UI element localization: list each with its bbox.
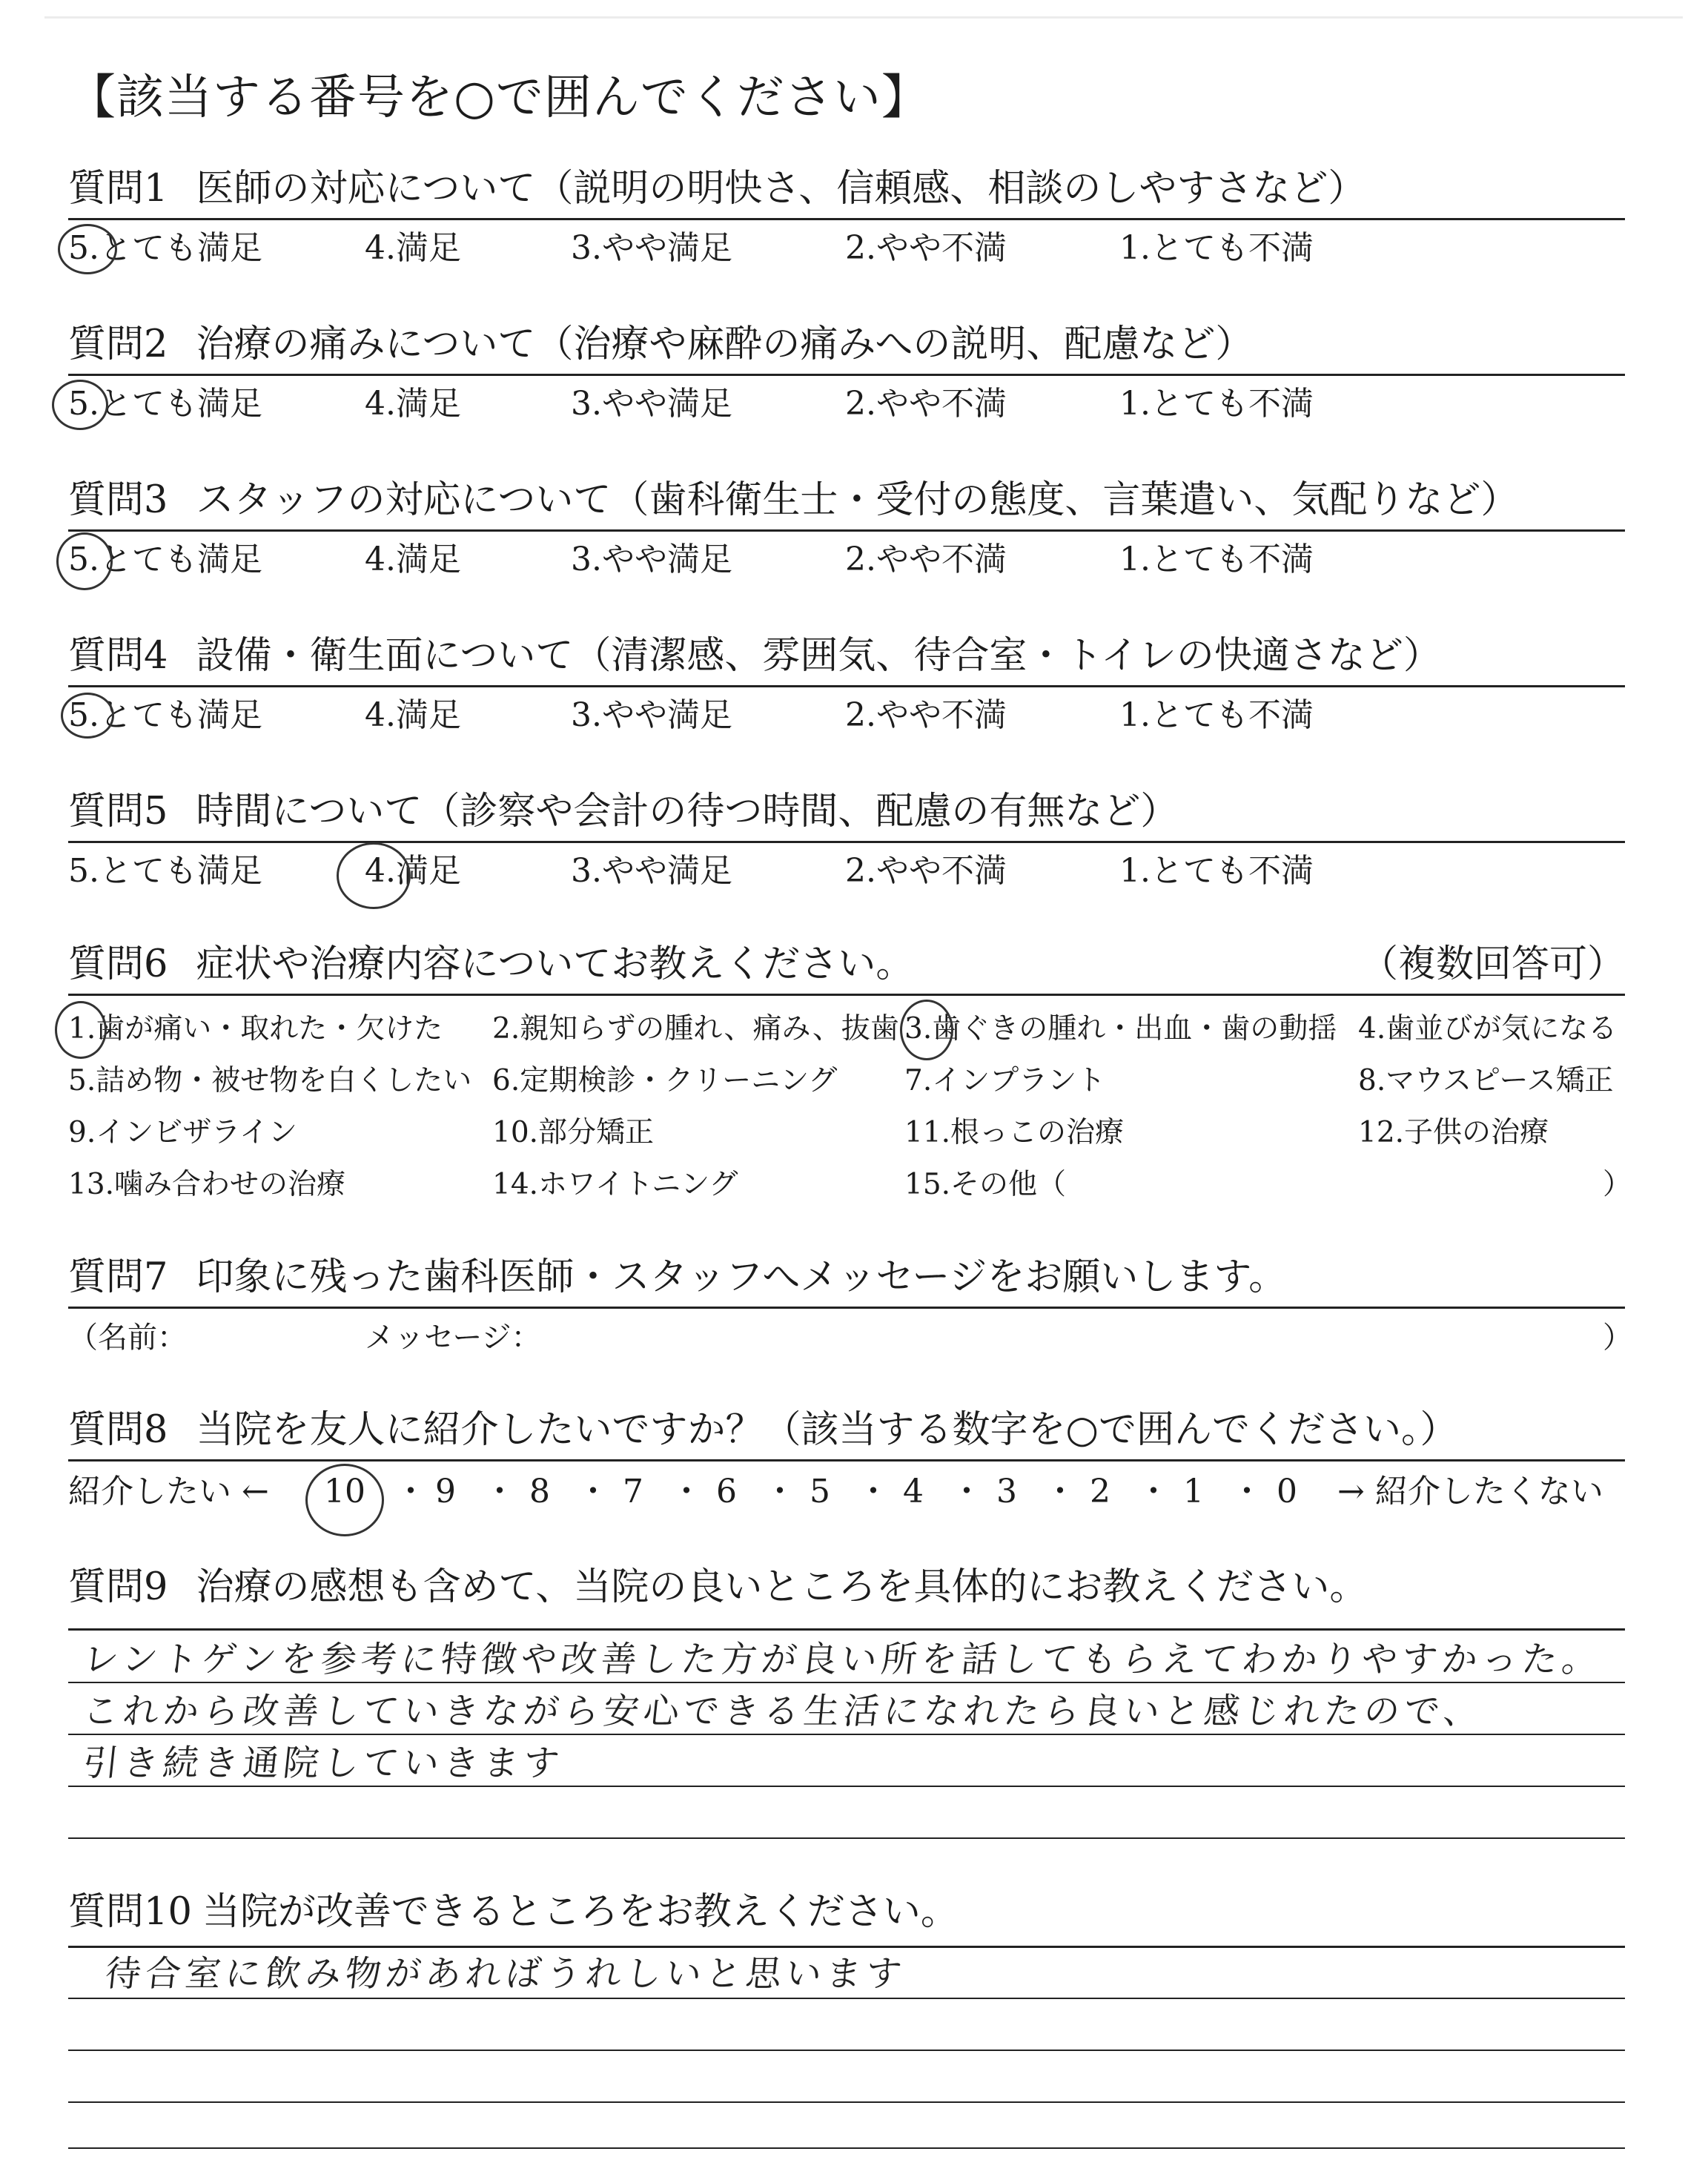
recommend-left-label: 紹介したい ←: [68, 1473, 269, 1510]
scale-separator: ・: [1044, 1473, 1076, 1510]
option-3[interactable]: 3.やや満足: [571, 385, 732, 423]
recommend-right-label: → 紹介したくない: [1337, 1473, 1603, 1510]
scale-value-2[interactable]: 2: [1090, 1473, 1110, 1510]
treatment-option-8[interactable]: 8.マウスピース矯正: [1358, 1064, 1614, 1097]
option-1[interactable]: 1.とても不満: [1119, 229, 1314, 267]
scale-value-5[interactable]: 5: [810, 1473, 830, 1510]
question-6-title: [68, 940, 913, 989]
question-number: 質問2: [68, 323, 168, 366]
multiple-answers-note: （複数回答可）: [1360, 942, 1625, 986]
question-divider: [68, 994, 1625, 996]
option-5[interactable]: 5.とても満足: [68, 541, 262, 578]
question-text: 治療の痛みについて（治療や麻酔の痛みへの説明、配慮など）: [196, 323, 1254, 366]
question-divider: [68, 529, 1625, 532]
question-number: 質問10: [68, 1890, 192, 1934]
scale-separator: ・: [670, 1473, 703, 1510]
question-number: 質問4: [68, 634, 168, 678]
option-4[interactable]: 4.満足: [365, 852, 461, 890]
other-close-paren: ）: [1603, 1168, 1632, 1201]
question-1-title: [68, 165, 1366, 214]
question-8-title: [68, 1406, 1457, 1455]
scale-value-4[interactable]: 4: [903, 1473, 924, 1510]
option-4[interactable]: 4.満足: [365, 385, 461, 423]
treatment-option-15[interactable]: 15.その他（: [904, 1168, 1067, 1201]
scale-value-10[interactable]: 10: [324, 1473, 365, 1510]
handwritten-answer-line: 待合室に飲み物があればうれしいと思います: [103, 1953, 908, 1995]
question-2-title: [68, 320, 1253, 369]
handwritten-answer-line: 引き続き通院していきます: [81, 1743, 566, 1784]
answer-line: [68, 2101, 1625, 2103]
scale-value-7[interactable]: 7: [623, 1473, 643, 1510]
treatment-option-13[interactable]: 13.噛み合わせの治療: [68, 1168, 346, 1201]
question-text: 治療の感想も含めて、当院の良いところを具体的にお教えください。: [196, 1565, 1368, 1609]
question-text: 医師の対応について（説明の明快さ、信頼感、相談のしやすさなど）: [196, 167, 1366, 211]
option-1[interactable]: 1.とても不満: [1119, 541, 1314, 578]
option-4[interactable]: 4.満足: [365, 541, 461, 578]
question-text: 当院を友人に紹介したいですか？（該当する数字を○で囲んでください。）: [196, 1408, 1458, 1452]
treatment-option-2[interactable]: 2.親知らずの腫れ、痛み、抜歯: [492, 1012, 899, 1046]
option-5[interactable]: 5.とても満足: [68, 696, 262, 734]
treatment-option-1[interactable]: 1.歯が痛い・取れた・欠けた: [68, 1012, 443, 1046]
scale-value-0[interactable]: 0: [1277, 1473, 1297, 1510]
question-text: 設備・衛生面について（清潔感、雰囲気、待合室・トイレの快適さなど）: [196, 634, 1441, 678]
option-2[interactable]: 2.やや不満: [845, 229, 1007, 267]
message-label: メッセージ：: [365, 1321, 541, 1355]
option-3[interactable]: 3.やや満足: [571, 541, 732, 578]
question-divider: [68, 1307, 1625, 1309]
treatment-option-9[interactable]: 9.インビザライン: [68, 1116, 298, 1149]
message-close-paren: ）: [1603, 1321, 1632, 1355]
question-9-title: [68, 1563, 1367, 1612]
option-2[interactable]: 2.やや不満: [845, 696, 1007, 734]
answer-line: [68, 1998, 1625, 1999]
question-4-title: [68, 632, 1441, 681]
question-divider: [68, 374, 1625, 376]
question-text: 時間について（診察や会計の待つ時間、配慮の有無など）: [196, 790, 1179, 833]
question-text: 症状や治療内容についてお教えください。: [196, 942, 914, 986]
treatment-option-7[interactable]: 7.インプラント: [904, 1064, 1106, 1097]
question-divider: [68, 841, 1625, 843]
question-3-title: [68, 476, 1518, 525]
scale-separator: ・: [1231, 1473, 1263, 1510]
option-4[interactable]: 4.満足: [365, 696, 461, 734]
question-divider: [68, 1459, 1625, 1462]
scale-value-3[interactable]: 3: [996, 1473, 1017, 1510]
question-number: 質問9: [68, 1565, 168, 1609]
answer-line: [68, 1734, 1625, 1735]
treatment-option-6[interactable]: 6.定期検診・クリーニング: [492, 1064, 838, 1097]
scale-separator: ・: [394, 1473, 427, 1510]
scale-value-8[interactable]: 8: [529, 1473, 550, 1510]
answer-line: [68, 1628, 1625, 1631]
scale-separator: ・: [577, 1473, 609, 1510]
scale-separator: ・: [950, 1473, 983, 1510]
handwritten-answer-line: レントゲンを参考に特徴や改善した方が良い所を話してもらえてわかりやすかった。: [81, 1639, 1604, 1680]
scale-separator: ・: [483, 1473, 516, 1510]
option-3[interactable]: 3.やや満足: [571, 852, 732, 890]
treatment-option-14[interactable]: 14.ホワイトニング: [492, 1168, 738, 1201]
option-1[interactable]: 1.とても不満: [1119, 852, 1314, 890]
option-2[interactable]: 2.やや不満: [845, 385, 1007, 423]
scale-separator: ・: [1137, 1473, 1170, 1510]
question-number: 質問7: [68, 1255, 168, 1299]
name-label: （名前：: [68, 1321, 187, 1355]
treatment-option-4[interactable]: 4.歯並びが気になる: [1358, 1012, 1618, 1046]
question-number: 質問6: [68, 942, 168, 986]
treatment-options-grid: [68, 1007, 1632, 1215]
page-title: 【該当する番号を○で囲んでください】: [68, 70, 930, 125]
question-7-title: [68, 1253, 1286, 1302]
question-divider: [68, 685, 1625, 687]
option-3[interactable]: 3.やや満足: [571, 696, 732, 734]
treatment-option-11[interactable]: 11.根っこの治療: [904, 1116, 1125, 1149]
scale-separator: ・: [857, 1473, 890, 1510]
question-text: 当院が改善できるところをお教えください。: [202, 1890, 959, 1934]
scale-value-9[interactable]: 9: [435, 1473, 456, 1510]
question-divider: [68, 218, 1625, 220]
option-1[interactable]: 1.とても不満: [1119, 385, 1314, 423]
question-number: 質問1: [68, 167, 168, 211]
question-text: 印象に残った歯科医師・スタッフへメッセージをお願いします。: [196, 1255, 1287, 1299]
scale-separator: ・: [764, 1473, 796, 1510]
answer-line: [68, 2050, 1625, 2051]
answer-line: [68, 1682, 1625, 1683]
handwritten-answer-line: これから改善していきながら安心できる生活になれたら良いと感じれたので、: [81, 1691, 1486, 1732]
option-2[interactable]: 2.やや不満: [845, 541, 1007, 578]
option-5[interactable]: 5.とても満足: [68, 852, 262, 890]
answer-line: [68, 1946, 1625, 1948]
answer-line: [68, 2147, 1625, 2149]
question-number: 質問5: [68, 790, 168, 833]
treatment-option-5[interactable]: 5.詰め物・被せ物を白くしたい: [68, 1064, 472, 1097]
question-text: スタッフの対応について（歯科衛生士・受付の態度、言葉遣い、気配りなど）: [196, 478, 1519, 522]
option-1[interactable]: 1.とても不満: [1119, 696, 1314, 734]
question-number: 質問3: [68, 478, 168, 522]
scale-value-1[interactable]: 1: [1183, 1473, 1204, 1510]
answer-line: [68, 1786, 1625, 1787]
question-10-title: [68, 1888, 959, 1937]
option-4[interactable]: 4.満足: [365, 229, 461, 267]
option-5[interactable]: 5.とても満足: [68, 385, 262, 423]
question-5-title: [68, 787, 1178, 836]
scale-value-6[interactable]: 6: [716, 1473, 737, 1510]
option-5[interactable]: 5.とても満足: [68, 229, 262, 267]
scan-top-edge: [44, 16, 1683, 19]
treatment-option-3[interactable]: 3.歯ぐきの腫れ・出血・歯の動揺: [904, 1012, 1337, 1046]
option-3[interactable]: 3.やや満足: [571, 229, 732, 267]
answer-line: [68, 1837, 1625, 1839]
option-2[interactable]: 2.やや不満: [845, 852, 1007, 890]
treatment-option-12[interactable]: 12.子供の治療: [1358, 1116, 1549, 1149]
treatment-option-10[interactable]: 10.部分矯正: [492, 1116, 655, 1149]
question-number: 質問8: [68, 1408, 168, 1452]
